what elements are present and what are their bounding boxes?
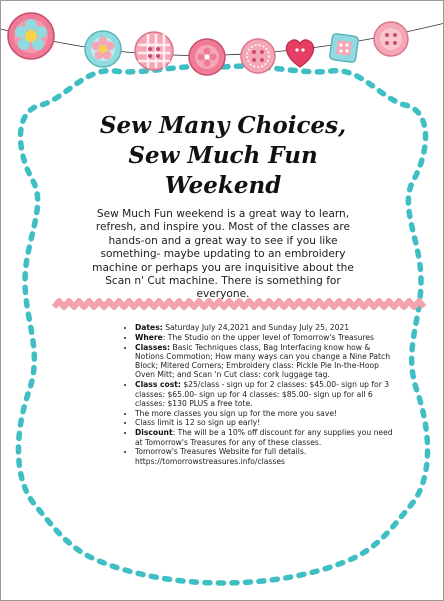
square-button	[329, 33, 358, 62]
heart-button	[286, 40, 313, 67]
detail-text: $25/class - sign up for 2 classes: $45.00- sign up for 3 classes: $65.00- sign up for 4 classes: $85.00- sign up for all 6 classes: $130 PLUS a free tote.	[135, 380, 390, 408]
title-line-1: Sew Many Choices,	[99, 112, 347, 139]
title-line-2: Sew Much Fun	[128, 142, 318, 169]
detail-label: Classes:	[135, 342, 171, 352]
intro-paragraph: Sew Much Fun weekend is a great way to learn, refresh, and inspire you. Most of the classes are hands-on and a great way to see if you like something- maybe updating to an embroidery machine or perhaps you are inquisitive about the Scan n' Cut machine. There is something for everyone.	[92, 208, 354, 301]
detail-text: Saturday July 24,2021 and Sunday July 25, 2021	[165, 323, 350, 332]
pink-button	[241, 39, 275, 73]
detail-text: Class limit is 12 so sign up early!	[135, 418, 261, 428]
detail-label: Discount	[135, 428, 173, 438]
details-list	[117, 323, 397, 466]
detail-text: : The will be a 10% off discount for any supplies you need at Tomorrow's Treasures for any of these classes.	[135, 428, 393, 447]
teal-flower-button	[85, 31, 121, 67]
pink-flower-button	[8, 13, 54, 59]
detail-text: The more classes you sign up for the more you save!	[135, 408, 338, 418]
detail-item-cost	[135, 380, 397, 408]
pink-button	[374, 22, 408, 56]
detail-text: Tomorrow's Treasures Website for full details. https://tomorrowstreasures.info/classes	[135, 447, 307, 466]
gingham-button	[135, 32, 173, 70]
detail-text: Basic Techniques class, Bag Interfacing know how & Notions Commotion; How many ways can you change a Nine Patch Block; Mitered Corners; Embroidery class: Pickle Pie In-the-Hoop Oven Mitt; and Scan 'n Cut class: cork luggage tag.	[135, 342, 391, 380]
detail-label: Class cost:	[135, 380, 181, 390]
detail-item-dates	[135, 323, 397, 332]
detail-item-savings	[135, 409, 397, 418]
detail-text: : The Studio on the upper level of Tomorrow's Treasures	[162, 332, 375, 342]
detail-item-discount	[135, 428, 397, 447]
detail-label: Where	[135, 332, 163, 342]
title-line-3: Weekend	[164, 172, 282, 199]
detail-item-website	[135, 447, 397, 466]
pink-zigzag-divider	[54, 301, 424, 307]
detail-label: Dates:	[135, 323, 163, 332]
pink-flower-button	[189, 39, 225, 75]
detail-item-classes	[135, 343, 397, 380]
flyer-title	[61, 111, 385, 201]
detail-item-limit	[135, 418, 397, 427]
detail-item-where	[135, 333, 397, 342]
